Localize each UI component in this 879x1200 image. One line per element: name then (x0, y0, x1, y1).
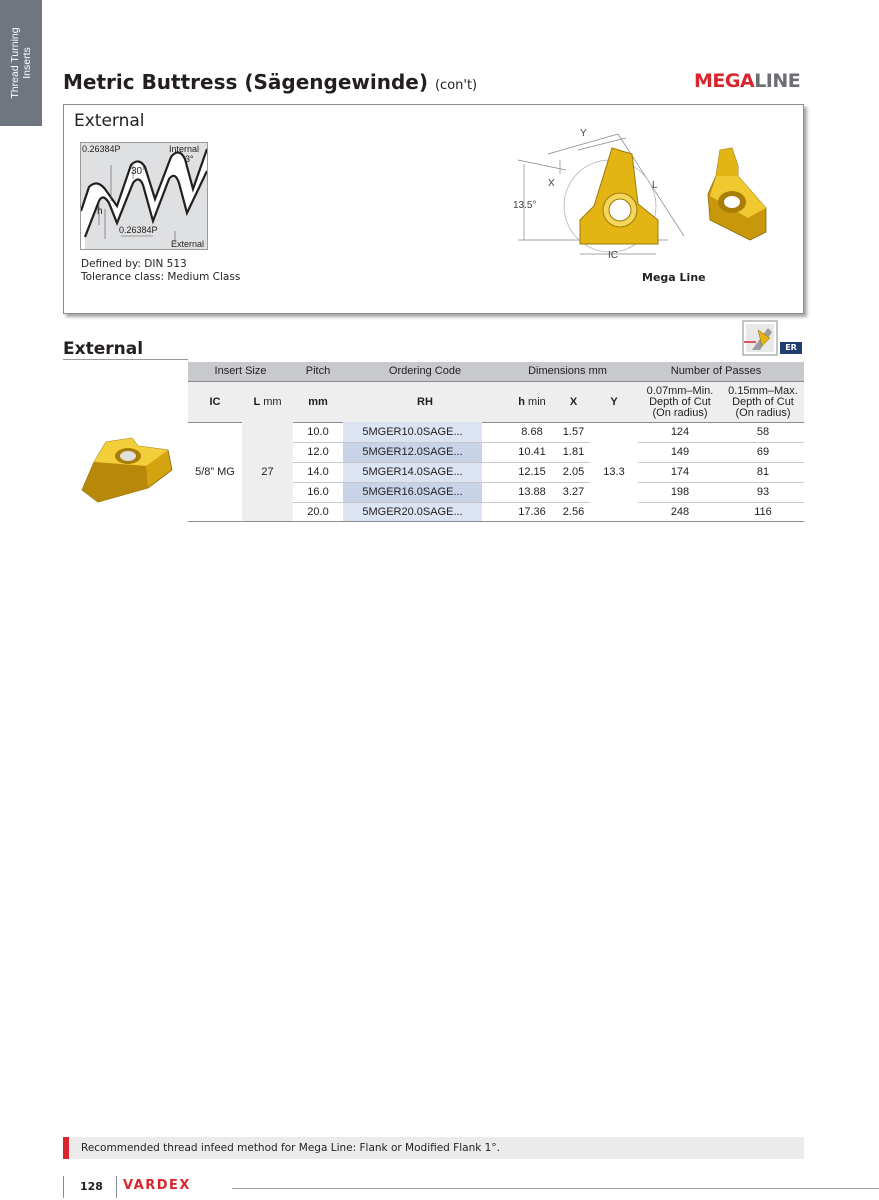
logo-line: LINE (754, 70, 801, 92)
profile-box-title: External (74, 111, 145, 131)
header-passes: Number of Passes (670, 365, 762, 377)
subheader-pass-max: 0.15mm–Max. Depth of Cut (On radius) (728, 384, 798, 419)
row-1-pass-max: 58 (756, 425, 770, 438)
row-5-x: 2.56 (562, 505, 585, 518)
row-3-pass-min: 174 (670, 465, 690, 478)
footer-note: Recommended thread infeed method for Mega Line: Flank or Modified Flank 1°. (81, 1142, 500, 1154)
ordering-table (188, 362, 804, 522)
table-insert-image (76, 436, 176, 508)
subheader-rh: RH (417, 395, 433, 408)
insert-label-l: L (652, 180, 658, 191)
section-side-tab (0, 0, 42, 126)
row-2-code: 5MGER12.0SAGE... (362, 445, 463, 458)
megaline-logo (694, 70, 800, 92)
subheader-pitch-mm: mm (308, 395, 328, 408)
insert-caption: Mega Line (642, 271, 706, 284)
profile-label-30deg: 30° (131, 166, 147, 177)
row-2-pitch: 12.0 (307, 445, 329, 458)
subheader-h-min (507, 382, 557, 422)
row-4-h: 13.88 (518, 485, 546, 498)
profile-label-3deg: 3° (185, 154, 194, 164)
profile-label-h: h (97, 206, 103, 217)
insert-dimension-diagram (508, 126, 690, 266)
logo-mega: MEGA (694, 70, 755, 92)
subheader-x: X (569, 395, 578, 408)
row-4-pass-max: 93 (756, 485, 770, 498)
section-title: External (63, 339, 144, 359)
header-ordering-code: Ordering Code (388, 365, 462, 377)
cell-y: 13.3 (603, 465, 625, 478)
page-title-suffix: (con't) (434, 78, 478, 93)
row-4-code: 5MGER16.0SAGE... (362, 485, 463, 498)
profile-label-top-pitch: 0.26384P (82, 144, 121, 154)
table-rule-bottom (188, 521, 804, 522)
subheader-l (242, 382, 293, 422)
row-4-x: 3.27 (562, 485, 585, 498)
header-insert-size: Insert Size (214, 365, 267, 377)
subheader-pass-min: 0.07mm–Min. Depth of Cut (On radius) (646, 384, 714, 419)
row-2-pass-min: 149 (670, 445, 690, 458)
defined-by-note: Defined by: DIN 513 (81, 258, 187, 270)
subheader-h-suffix: min (528, 395, 546, 408)
thread-profile-diagram (80, 142, 208, 250)
row-1-pass-min: 124 (670, 425, 690, 438)
insert-label-x: X (548, 178, 555, 189)
profile-label-internal: Internal (169, 144, 200, 154)
insert-label-y: Y (580, 128, 587, 139)
subheader-y: Y (610, 395, 618, 408)
row-5-pitch: 20.0 (307, 505, 329, 518)
page-title (63, 70, 477, 94)
page-divider-left (63, 1176, 64, 1198)
header-pitch: Pitch (305, 365, 331, 377)
row-5-pass-min: 248 (670, 505, 690, 518)
insert-label-angle: 13.5° (513, 200, 537, 211)
row-3-h: 12.15 (518, 465, 546, 478)
page-divider (116, 1176, 117, 1198)
profile-label-external: External (171, 239, 205, 249)
subheader-ic: IC (209, 395, 221, 408)
row-3-code: 5MGER14.0SAGE... (362, 465, 463, 478)
subheader-l-letter: L (253, 395, 261, 408)
row-4-pass-min: 198 (670, 485, 690, 498)
cell-ic: 5/8” MG (195, 465, 235, 478)
row-2-pass-max: 69 (756, 445, 770, 458)
footer-note-accent (63, 1137, 69, 1159)
footer-rule (232, 1188, 879, 1189)
subheader-h-letter: h (518, 395, 525, 408)
insert-label-ic: IC (608, 250, 618, 261)
row-5-h: 17.36 (518, 505, 546, 518)
insert-3d-image (702, 146, 774, 242)
row-5-pass-max: 116 (754, 505, 772, 518)
vardex-logo: VARDEX (123, 1178, 191, 1193)
row-3-pass-max: 81 (756, 465, 770, 478)
profile-label-bottom-pitch: 0.26384P (119, 225, 158, 235)
row-4-pitch: 16.0 (307, 485, 329, 498)
row-1-pitch: 10.0 (307, 425, 329, 438)
er-badge: ER (780, 342, 802, 354)
page-number: 128 (80, 1180, 103, 1193)
page-title-main: Metric Buttress (Sägengewinde) (63, 70, 428, 94)
row-2-h: 10.41 (518, 445, 546, 458)
row-3-pitch: 14.0 (307, 465, 329, 478)
row-1-code: 5MGER10.0SAGE... (362, 425, 463, 438)
thread-profile-drawing (81, 143, 207, 249)
section-rule (63, 359, 188, 360)
side-tab-label: Thread Turning Inserts (9, 27, 33, 99)
row-1-h: 8.68 (521, 425, 543, 438)
external-right-hand-icon (742, 320, 778, 356)
header-dimensions: Dimensions mm (528, 365, 607, 377)
cell-l: 27 (261, 465, 274, 478)
row-5-code: 5MGER20.0SAGE... (362, 505, 463, 518)
row-3-x: 2.05 (562, 465, 585, 478)
subheader-l-unit: mm (263, 395, 282, 408)
tolerance-note: Tolerance class: Medium Class (81, 271, 241, 283)
row-1-x: 1.57 (562, 425, 585, 438)
row-2-x: 1.81 (562, 445, 585, 458)
